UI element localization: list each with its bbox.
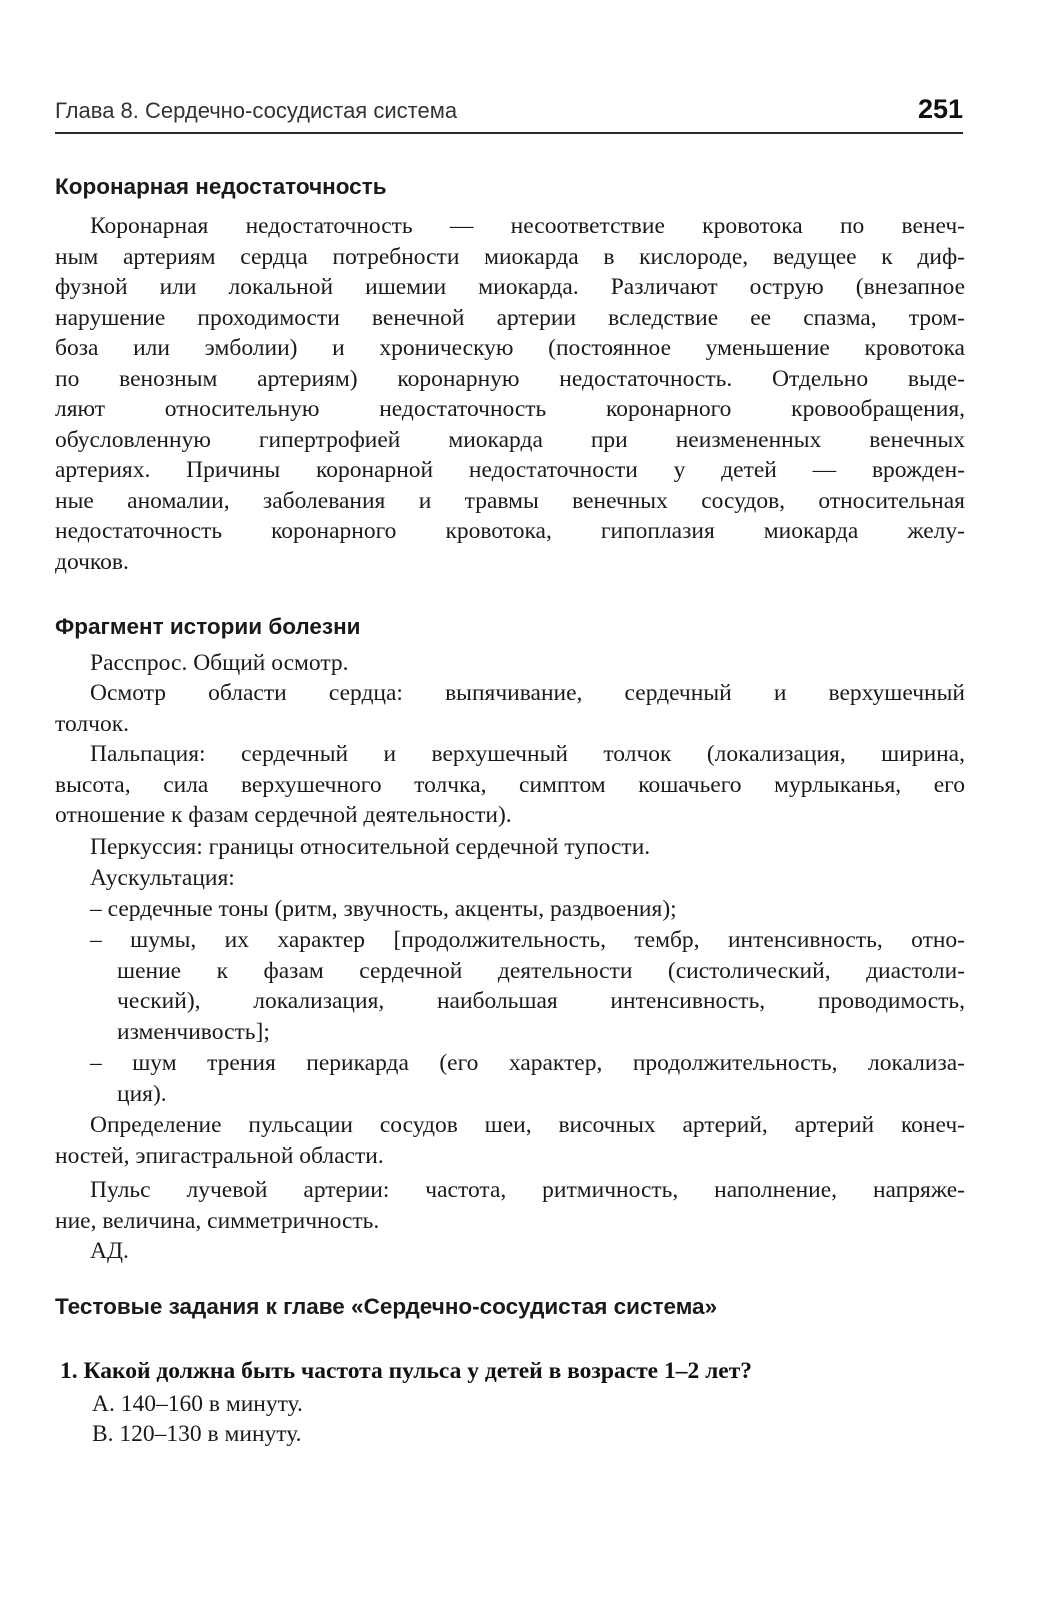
test-question-1: 1. Какой должна быть частота пульса у детей в возрасте 1–2 лет? [60,1358,753,1384]
list-item-pericardial-rub [90,1048,965,1109]
text-line: – шумы, их характер [продолжительность, тембр, интенсивность, отно- [90,927,965,953]
text-line-percussion: Перкуссия: границы относительной сердечной тупости. [90,834,651,860]
text-line: недостаточность коронарного кровотока, гипоплазия миокарда желу- [55,518,965,544]
text-line: Коронарная недостаточность — несоответствие кровотока по венеч- [90,213,965,239]
osmotr-paragraph [55,678,965,739]
text-line: шение к фазам сердечной деятельности (систолический, диастоли- [117,957,965,984]
text-line: ческий), локализация, наибольшая интенсивность, проводимость, [117,988,965,1014]
text-line-rassprос: Расспрос. Общий осмотр. [90,650,349,676]
text-line: Осмотр области сердца: выпячивание, сердечный и верхушечный [90,680,965,706]
running-header [55,96,963,134]
palpation-paragraph [55,739,965,831]
section-heading-coronary: Коронарная недостаточность [55,174,387,199]
answer-option-b: В. 120–130 в минуту. [92,1421,302,1447]
text-line: ние, величина, симметричность. [55,1207,380,1234]
text-line: Пульс лучевой артерии: частота, ритмичность, наполнение, напряже- [90,1177,965,1203]
page-number: 251 [917,94,963,124]
coronary-paragraph [55,211,965,577]
text-line: Пальпация: сердечный и верхушечный толчок (локализация, ширина, [90,741,965,767]
text-line-auscultation: Аускультация: [90,865,235,891]
text-line: по венозным артериям) коронарную недостаточность. Отдельно выде- [55,365,965,392]
text-line: фузной или локальной ишемии миокарда. Различают острую (внезапное [55,274,965,300]
text-line: артериях. Причины коронарной недостаточности у детей — врожден- [55,457,965,483]
text-line: – шум трения перикарда (его характер, продолжительность, локализа- [90,1050,965,1076]
list-item-murmurs [90,925,965,1047]
text-line: отношение к фазам сердечной деятельности). [55,802,512,828]
text-line: ностей, эпигастральной области. [55,1142,384,1169]
text-line: ным артериям сердца потребности миокарда в кислороде, ведущее к диф- [55,243,965,270]
answer-option-a: А. 140–160 в минуту. [92,1391,303,1417]
pulse-paragraph [55,1175,965,1236]
text-line: ные аномалии, заболевания и травмы венечных сосудов, относительная [55,487,965,514]
text-line: толчок. [55,710,129,737]
list-item-heart-tones: – сердечные тоны (ритм, звучность, акценты, раздвоения); [90,896,677,922]
text-line: ция). [117,1080,167,1107]
chapter-title: Глава 8. Сердечно-сосудистая система [55,98,458,123]
section-heading-tests: Тестовые задания к главе «Сердечно-сосудистая система» [55,1294,718,1319]
text-line: боза или эмболии) и хроническую (постоянное уменьшение кровотока [55,335,965,361]
text-line: Определение пульсации сосудов шеи, височных артерий, артерий конеч- [90,1112,965,1138]
section-heading-case-history: Фрагмент истории болезни [55,614,361,639]
text-line: дочков. [55,548,129,575]
text-line: обусловленную гипертрофией миокарда при неизмененных венечных [55,426,965,453]
text-line: ляют относительную недостаточность коронарного кровообращения, [55,396,965,422]
pulsation-paragraph [55,1110,965,1171]
text-line: нарушение проходимости венечной артерии вследствие ее спазма, тром- [55,304,965,331]
text-line-blood-pressure: АД. [90,1238,129,1264]
text-line: изменчивость]; [117,1018,270,1045]
text-line: высота, сила верхушечного толчка, симптом кошачьего мурлыканья, его [55,771,965,798]
